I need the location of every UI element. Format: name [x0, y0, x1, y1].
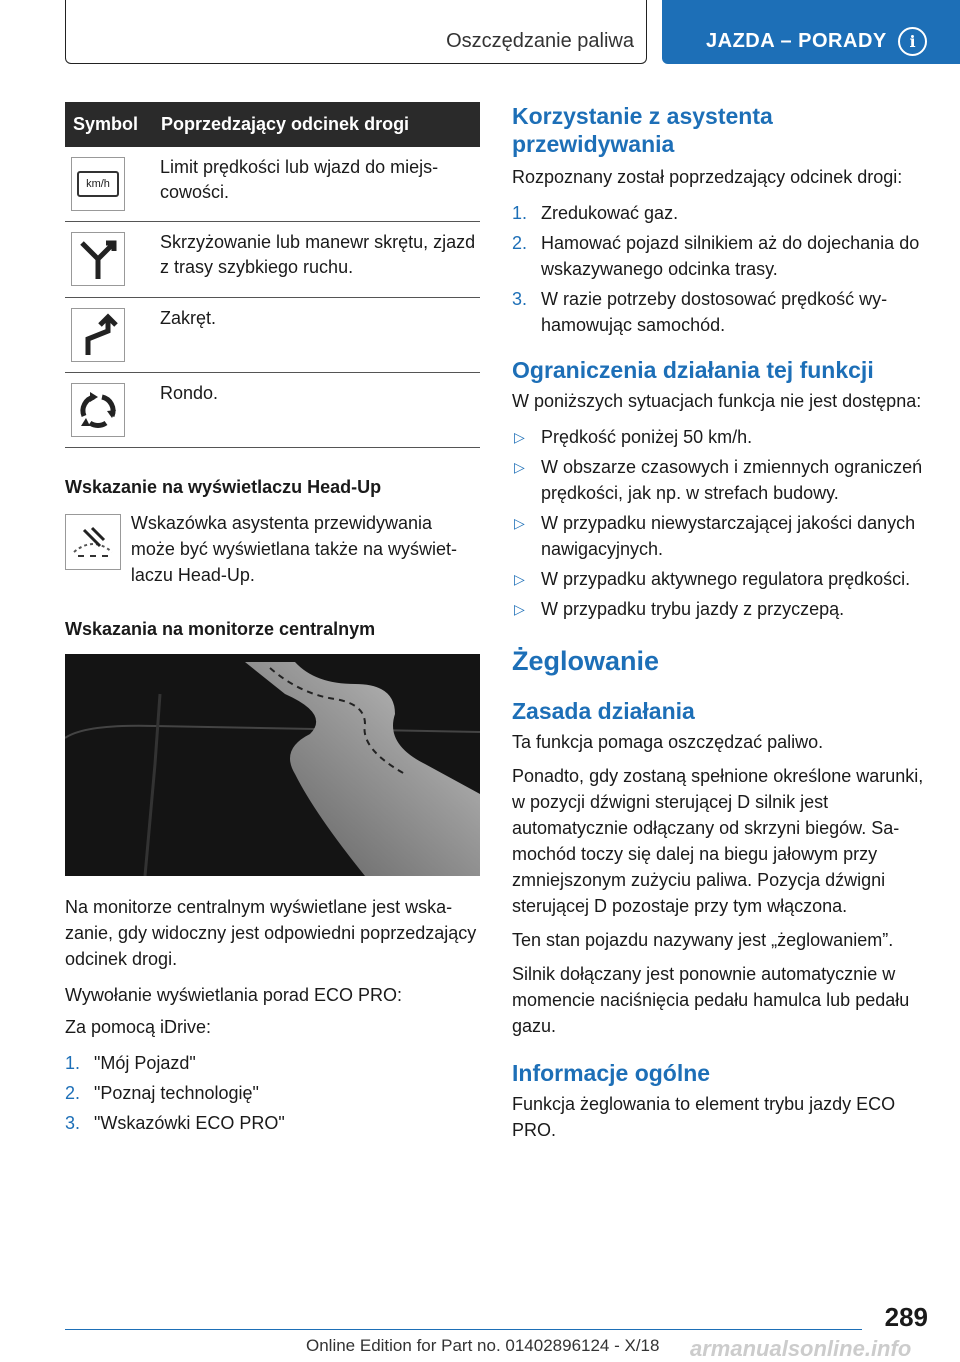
table-row	[65, 147, 480, 221]
hud-heading: Wskazanie na wyświetlaczu Head-Up	[65, 476, 382, 497]
table-row	[65, 221, 480, 297]
table-header-description: Poprzedzający odcinek drogi	[160, 102, 480, 147]
header-chapter-title: JAZDA – PORADY	[706, 30, 887, 52]
assist-heading: Korzystanie z asystenta przewidywania	[512, 103, 773, 157]
principle-para-2: Ponadto, gdy zostaną spełnione określone warunki, w pozycji dźwigni sterującej D silnik jest automatycznie odłączany od skrzyni biegów. Samochód toczy się dalej na biegu jałowym przy zmniejszonym zużyciu paliwa. Pozycja dźwigni sterującej D pozostaje przy tym włączona.	[512, 766, 924, 916]
right-column	[512, 102, 927, 1143]
limits-intro: W poniższych sytuacjach funkcja nie jest dostępna:	[512, 391, 922, 411]
table-header-row	[65, 102, 480, 147]
limits-list	[512, 424, 927, 622]
list-item: ▷ W przypadku trybu jazdy z przyczepą.	[514, 599, 845, 619]
list-item: 3. W razie potrzeby dostosować prędkość wyhamowując samochód.	[512, 289, 888, 335]
curve-icon	[71, 308, 125, 362]
header-section-title: Oszczędzanie paliwa	[446, 30, 634, 52]
principle-para-1: Ta funkcja pomaga oszczędzać paliwo.	[512, 732, 824, 752]
footer-divider	[65, 1329, 862, 1330]
symbol-table	[65, 102, 480, 448]
principle-heading: Zasada działania	[512, 698, 695, 724]
central-display-image	[65, 654, 480, 876]
list-item: 1. Zredukować gaz.	[512, 203, 679, 223]
sailing-heading: Żeglowanie	[512, 646, 660, 676]
idrive-steps-list	[65, 1050, 480, 1136]
list-item: ▷ W przypadku aktywnego regulatora prędkości.	[514, 569, 911, 589]
assist-intro: Rozpoznany został poprzedzający odcinek drogi:	[512, 167, 903, 187]
header-section-box	[65, 0, 647, 64]
list-item: 2. "Poznaj technologię"	[65, 1082, 259, 1103]
list-item: 1. "Mój Pojazd"	[65, 1052, 196, 1073]
table-cell-description: Rondo.	[160, 372, 480, 447]
left-column	[65, 102, 480, 1140]
watermark: armanualsonline.info	[690, 1336, 912, 1361]
principle-para-3: Ten stan pojazdu nazywany jest „żeglowaniem”.	[512, 930, 894, 950]
list-item: 2. Hamować pojazd silnikiem aż do dojechania do wskazywanego odcinka trasy.	[512, 233, 920, 279]
table-cell-description: Skrzyżowanie lub manewr skrętu, zjazd z trasy szybkiego ruchu.	[160, 221, 480, 297]
list-item: 3. "Wskazówki ECO PRO"	[65, 1112, 285, 1133]
principle-para-4: Silnik dołączany jest ponownie automatycznie w momencie naciśnięcia pedału hamulca lub pedału gazu.	[512, 964, 910, 1036]
footer-edition: Online Edition for Part no. 01402896124 - X/18	[306, 1336, 660, 1355]
hud-text: Wskazówka asystenta przewidywania może być wyświetlana także na wyświetlaczu Head-Up.	[130, 512, 457, 585]
general-heading: Informacje ogólne	[512, 1060, 711, 1086]
central-para-3: Za pomocą iDrive:	[65, 1016, 212, 1037]
table-row	[65, 372, 480, 447]
general-para-1: Funkcja żeglowania to element trybu jazdy ECO PRO.	[512, 1094, 896, 1140]
info-icon[interactable]: i	[898, 27, 927, 56]
table-cell-description: Limit prędkości lub wjazd do miejscowości.	[160, 147, 480, 221]
speed-limit-icon: km/h	[71, 157, 125, 211]
junction-icon	[71, 232, 125, 286]
table-row	[65, 297, 480, 372]
header-chapter-tab[interactable]	[662, 0, 960, 64]
hud-block	[65, 510, 480, 588]
limits-heading: Ograniczenia działania tej funkcji	[512, 357, 874, 383]
list-item: ▷ W przypadku niewystarczającej jakości danych nawigacyjnych.	[514, 513, 916, 559]
list-item: ▷ W obszarze czasowych i zmiennych ograniczeń prędkości, jak np. w strefach budowy.	[514, 457, 923, 503]
head-up-display-icon	[65, 514, 121, 570]
page-number: 289	[884, 1302, 928, 1332]
roundabout-icon	[71, 383, 125, 437]
table-header-symbol: Symbol	[65, 102, 160, 147]
list-item: ▷ Prędkość poniżej 50 km/h.	[514, 427, 753, 447]
central-para-2: Wywołanie wyświetlania porad ECO PRO:	[65, 984, 402, 1005]
table-cell-description: Zakręt.	[160, 297, 480, 372]
central-display-heading: Wskazania na monitorze centralnym	[65, 618, 376, 639]
assist-steps-list	[512, 200, 927, 338]
central-para-1: Na monitorze centralnym wyświetlane jest wskazanie, gdy widoczny jest odpowiedni poprzedzający odcinek drogi.	[65, 896, 477, 969]
